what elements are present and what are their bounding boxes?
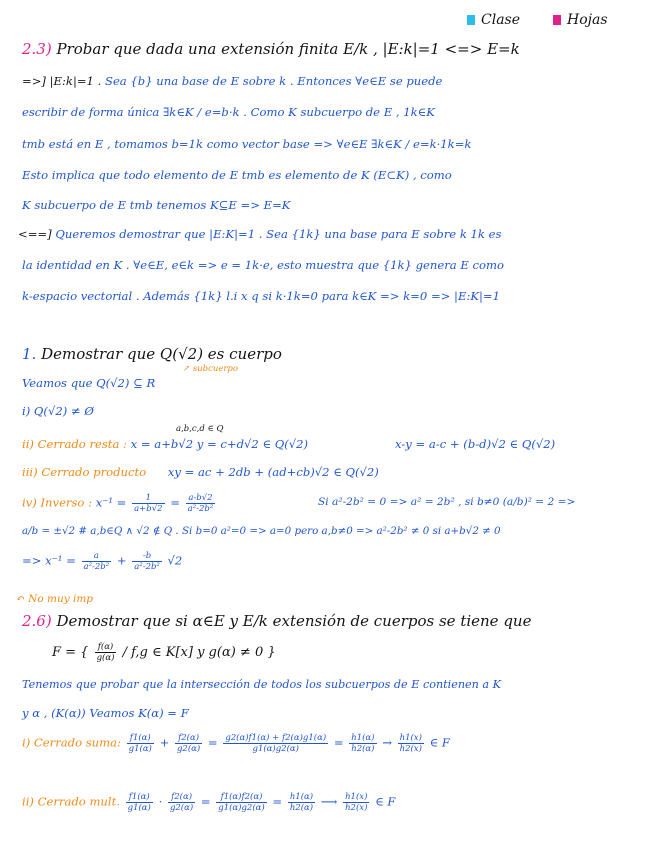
legend-clase-label: Clase: [481, 12, 521, 28]
numerator: h1(α): [289, 792, 314, 802]
problem-1-heading: [22, 345, 282, 363]
numerator: a-b√2: [186, 493, 216, 504]
text-span: x = a+b√2 y = c+d√2 ∈ Q(√2): [130, 437, 309, 451]
fraction: [82, 551, 112, 572]
problem-number: 1.: [22, 345, 37, 363]
fraction: [95, 642, 117, 663]
text-span: =: [272, 794, 283, 809]
text-line: x-y = a-c + (b-d)√2 ∈ Q(√2): [395, 437, 556, 451]
text-span: √2: [167, 553, 183, 568]
fraction: [398, 733, 424, 754]
legend-hojas[interactable]: [553, 12, 608, 28]
inverse-result-line: [22, 551, 182, 572]
text-line: i) Q(√2) ≠ Ø: [22, 404, 94, 418]
denominator: g2(α): [176, 744, 201, 754]
numerator: f(α): [95, 642, 117, 653]
denominator: a²-2b²: [83, 562, 110, 572]
numerator: a: [82, 551, 112, 562]
text-span: +: [159, 735, 170, 750]
denominator: h2(x): [345, 803, 368, 813]
denominator: g1(α)g2(α): [218, 803, 265, 813]
text-line: Si a²-2b² = 0 => a² = 2b² , si b≠0 (a/b)² = 2 =>: [318, 496, 576, 508]
cerrado-suma-line: [22, 733, 450, 754]
fraction: [132, 551, 162, 572]
denominator: g1(α): [127, 803, 151, 813]
text-line: a/b = ±√2 # a,b∈Q ∧ √2 ∉ Q . Si b=0 a²=0 => a=0 pero a,b≠0 => a²-2b² ≠ 0 si a+b√2 ≠ 0: [22, 525, 501, 537]
text-span: +: [116, 553, 127, 568]
fraction: [216, 792, 266, 813]
text-line: [18, 225, 501, 243]
step-label: i) Cerrado suma:: [22, 735, 121, 750]
text-span: Sea {b} una base de E sobre k . Entonces ∀e∈E se puede: [105, 74, 443, 88]
legend-clase[interactable]: [467, 12, 520, 28]
text-span: / f,g ∈ K[x] y g(α) ≠ 0 }: [122, 645, 276, 660]
denominator: h2(x): [399, 744, 422, 754]
text-span: =: [207, 735, 218, 750]
text-span: =: [333, 735, 344, 750]
denominator: g1(α): [128, 744, 152, 754]
text-span: Queremos demostrar que |E:K|=1 . Sea {1k} una base para E sobre k 1k es: [55, 227, 502, 241]
step-label: iv) Inverso :: [22, 495, 92, 510]
text-line: k-espacio vectorial . Además {1k} l.i x q si k·1k=0 para k∈K => k=0 => |E:K|=1: [22, 289, 500, 303]
fraction: [343, 792, 369, 813]
denominator: h2(α): [351, 744, 375, 754]
text-line: Veamos que Q(√2) ⊆ R: [22, 376, 156, 390]
step-label: ii) Cerrado mult.: [22, 794, 120, 809]
subcuerpo-note: ↗ subcuerpo: [183, 364, 238, 374]
problem-number: 2.6): [22, 612, 52, 630]
text-span: x⁻¹ =: [95, 495, 127, 510]
legend-hojas-label: Hojas: [567, 12, 608, 28]
problem-2-6-heading: [22, 612, 531, 630]
fraction: [168, 792, 195, 813]
problem-title: Probar que dada una extensión finita E/k , |E:k|=1 <=> E=k: [56, 40, 520, 58]
arrow-icon: →: [382, 735, 392, 750]
note-text: subcuerpo: [192, 364, 238, 374]
text-span: =: [200, 794, 211, 809]
text-line: Esto implica que todo elemento de E tmb es elemento de K (E⊂K) , como: [22, 168, 452, 182]
problem-title: Demostrar que Q(√2) es cuerpo: [41, 345, 282, 363]
fraction: [175, 733, 202, 754]
numerator: -b: [132, 551, 162, 562]
fraction: [186, 493, 216, 514]
text-line: tmb está en E , tomamos b=1k como vector base => ∀e∈E ∃k∈K / e=k·1k=k: [22, 137, 472, 151]
note-text: No muy imp: [28, 593, 94, 605]
text-line: Tenemos que probar que la intersección de todos los subcuerpos de E contienen a K: [22, 678, 502, 691]
text-line: la identidad en K . ∀e∈E, e∈k => e = 1k·e, esto muestra que {1k} genera E como: [22, 258, 504, 272]
step-label: ii) Cerrado resta :: [22, 437, 127, 451]
fraction: [223, 733, 328, 754]
numerator: 1: [132, 493, 164, 504]
problem-title: Demostrar que si α∈E y E/k extensión de cuerpos se tiene que: [56, 612, 532, 630]
text-span: => x⁻¹ =: [22, 553, 76, 568]
text-line: escribir de forma única ∃k∈K / e=b·k . Como K subcuerpo de E , 1k∈K: [22, 105, 435, 119]
numerator: f1(α): [126, 792, 153, 803]
cerrado-producto-line: [22, 463, 379, 481]
numerator: f1(α): [127, 733, 154, 744]
text-line: K subcuerpo de E tmb tenemos K⊆E => E=K: [22, 198, 291, 212]
no-muy-imp-note: ↶ No muy imp: [16, 593, 94, 605]
direction-mark: <==]: [18, 227, 52, 241]
problem-2-3-heading: [22, 40, 520, 58]
inverso-line: [22, 493, 217, 514]
denominator: g1(α)g2(α): [252, 744, 299, 754]
denominator: a²-2b²: [187, 504, 214, 514]
arrow-icon: ⟶: [320, 794, 338, 809]
set-definition: [52, 642, 276, 663]
text-span: ∈ F: [429, 735, 450, 750]
denominator: h2(α): [289, 803, 314, 813]
numerator: h1(α): [351, 733, 375, 743]
numerator: f2(α): [168, 792, 195, 803]
fraction: [132, 493, 164, 514]
text-span: xy = ac + 2db + (ad+cb)√2 ∈ Q(√2): [167, 465, 379, 479]
numerator: f2(α): [175, 733, 202, 744]
numerator: h1(x): [345, 792, 368, 802]
clase-swatch-icon: [467, 15, 475, 25]
text-span: F = {: [52, 645, 89, 660]
fraction: [126, 792, 153, 813]
text-line: y α , (K(α)) Veamos K(α) = F: [22, 706, 189, 720]
numerator: g2(α)f1(α) + f2(α)g1(α): [225, 733, 327, 743]
fraction: [288, 792, 315, 813]
step-label: iii) Cerrado producto: [22, 465, 147, 479]
denominator: g2(α): [169, 803, 194, 813]
denominator: a²-2b²: [134, 562, 160, 572]
numerator: f1(α)f2(α): [216, 792, 266, 803]
cerrado-resta-line: [22, 435, 308, 453]
variables-note: a,b,c,d ∈ Q: [176, 424, 224, 434]
hojas-swatch-icon: [553, 15, 561, 25]
direction-mark: =>] |E:k|=1 .: [22, 74, 102, 88]
numerator: h1(x): [399, 733, 422, 743]
text-span: ·: [158, 794, 163, 809]
text-line: [22, 72, 442, 90]
cerrado-mult-line: [22, 792, 395, 813]
fraction: [349, 733, 376, 754]
denominator: a+b√2: [134, 504, 163, 514]
fraction: [127, 733, 154, 754]
text-span: ∈ F: [375, 794, 396, 809]
denominator: g(α): [96, 653, 115, 663]
text-span: =: [170, 495, 180, 510]
problem-number: 2.3): [22, 40, 52, 58]
